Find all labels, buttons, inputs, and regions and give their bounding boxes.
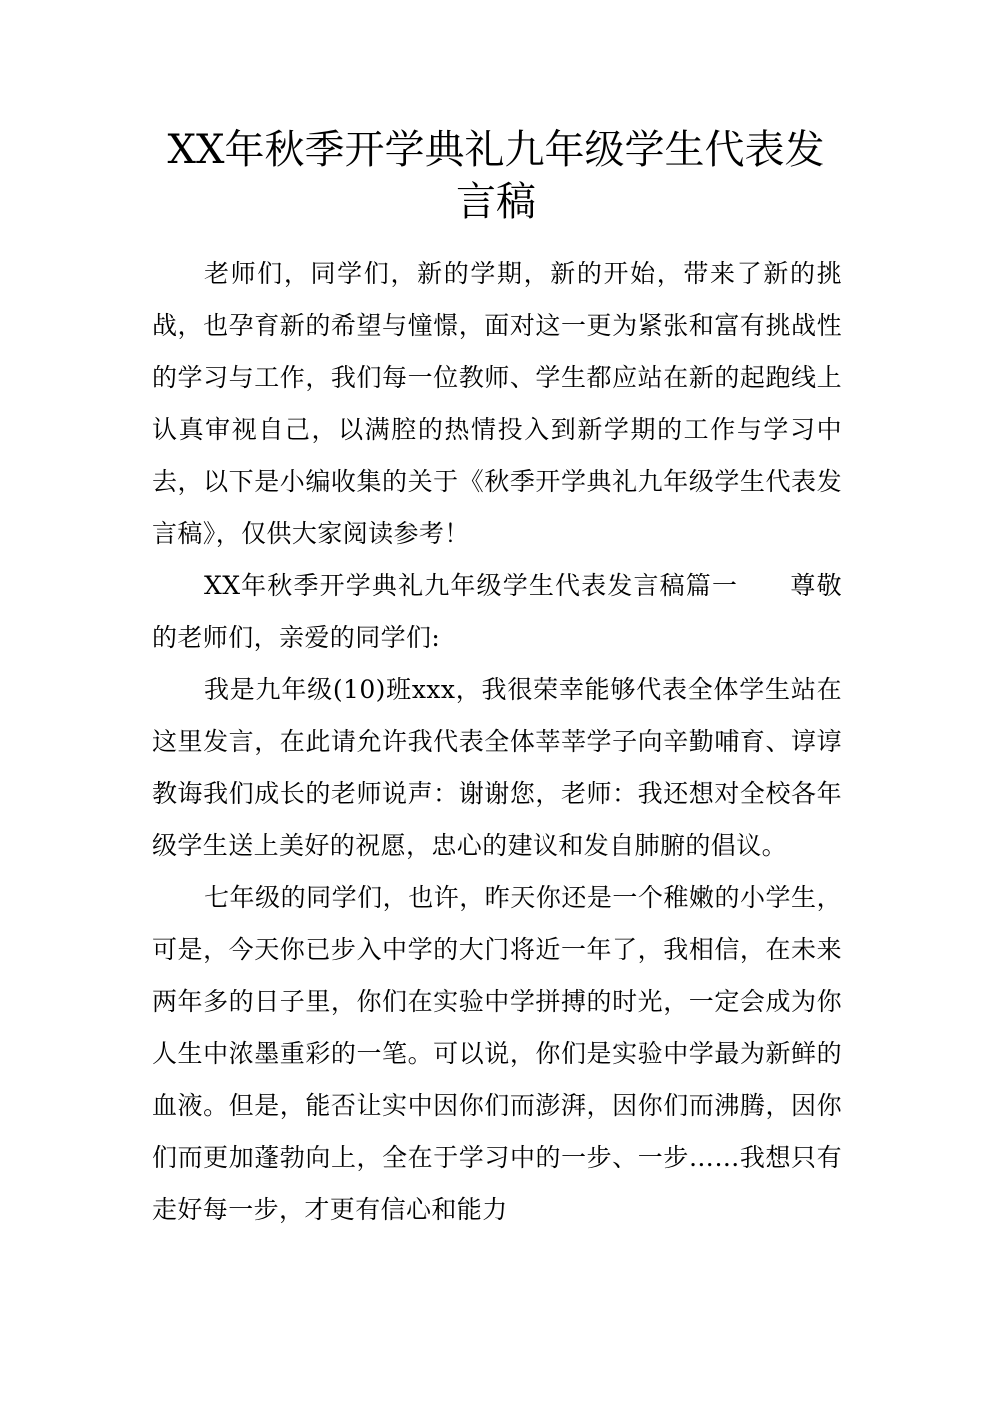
paragraph-grade-seven: 七年级的同学们，也许，昨天你还是一个稚嫩的小学生，可是，今天你已步入中学的大门将近一年了，我相信，在未来两年多的日子里，你们在实验中学拼搏的时光，一定会成为你人生中浓墨重彩的一笔。可以说，你们是实验中学最为新鲜的血液。但是，能否让实中因你们而澎湃，因你们而沸腾，因你们而更加蓬勃向上，全在于学习中的一步、一步……我想只有走好每一步，才更有信心和能力 (152, 883, 842, 1224)
paragraph-intro: 老师们，同学们，新的学期，新的开始，带来了新的挑战，也孕育新的希望与憧憬，面对这一更为紧张和富有挑战性的学习与工作，我们每一位教师、学生都应站在新的起跑线上认真审视自己，以满腔的热情投入到新学期的工作与学习中去，以下是小编收集的关于《秋季开学典礼九年级学生代表发言稿》，仅供大家阅读参考！ (152, 259, 842, 548)
document-title: XX年秋季开学典礼九年级学生代表发言稿 (167, 127, 825, 225)
document-body (152, 248, 842, 1236)
paragraph-self-introduction: 我是九年级(10)班xxx，我很荣幸能够代表全体学生站在这里发言，在此请允许我代表全体莘莘学子向辛勤哺育、谆谆教诲我们成长的老师说声：谢谢您，老师：我还想对全校各年级学生送上美好的祝愿，忠心的建议和发自肺腑的倡议。 (152, 675, 842, 860)
paragraph-heading-greeting: XX年秋季开学典礼九年级学生代表发言稿篇一 尊敬的老师们，亲爱的同学们: (152, 571, 842, 652)
